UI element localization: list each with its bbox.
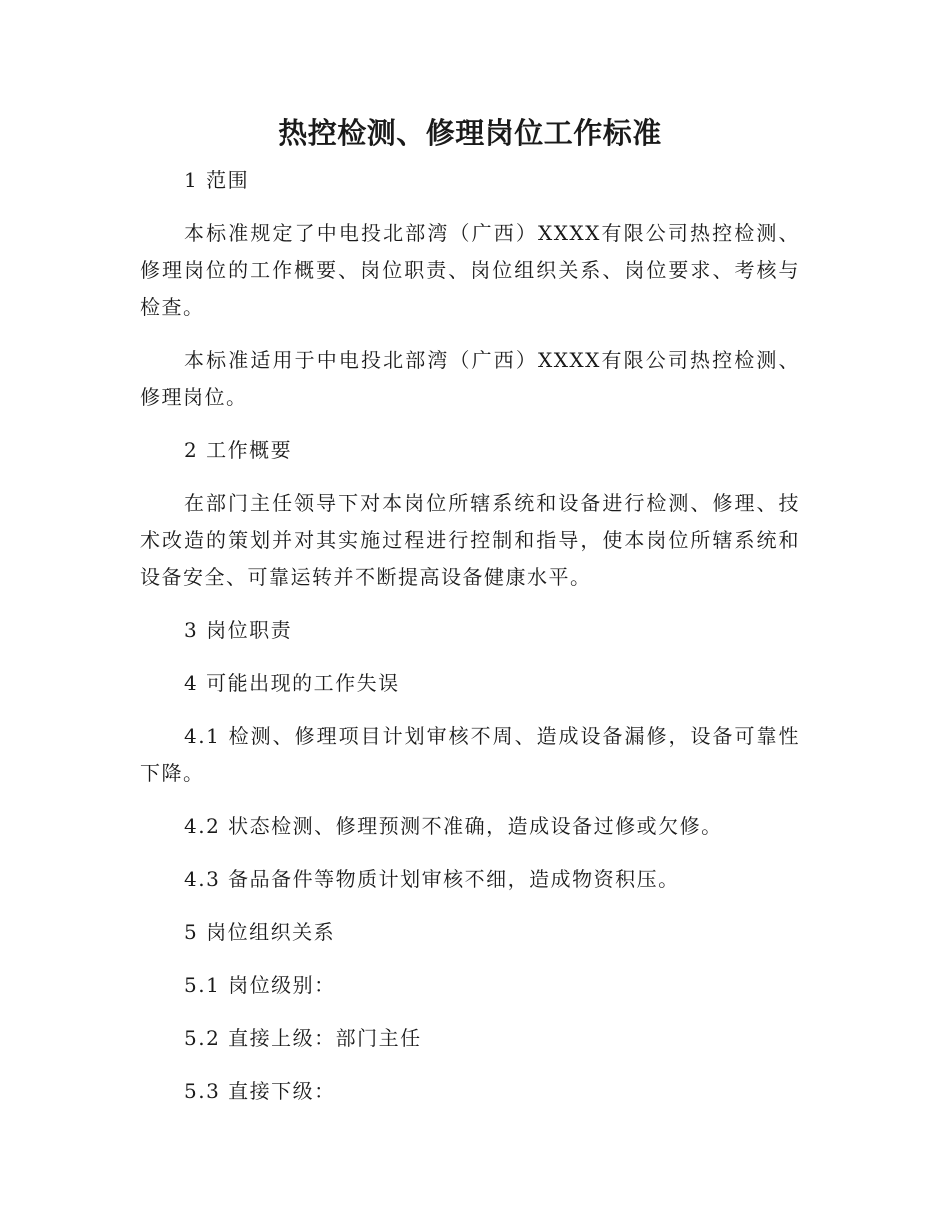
paragraph-scope-applicability: 本标准适用于中电投北部湾（广西）XXXX有限公司热控检测、修理岗位。 [140,348,800,409]
section-heading-work-overview: 2 工作概要 [184,438,293,462]
section-heading-possible-errors: 4 可能出现的工作失误 [184,671,400,695]
paragraph-error-4-3: 4.3 备品备件等物质计划审核不细，造成物资积压。 [184,867,680,891]
paragraph-org-5-2: 5.2 直接上级：部门主任 [184,1026,422,1050]
paragraph-work-overview: 在部门主任领导下对本岗位所辖系统和设备进行检测、修理、技术改造的策划并对其实施过程进行控制和指导，使本岗位所辖系统和设备安全、可靠运转并不断提高设备健康水平。 [140,491,800,589]
section-heading-responsibilities: 3 岗位职责 [184,618,293,642]
paragraph-scope-definition: 本标准规定了中电投北部湾（广西）XXXX有限公司热控检测、修理岗位的工作概要、岗位职责、岗位组织关系、岗位要求、考核与检查。 [140,221,800,319]
document-body [140,108,800,1126]
section-heading-organization: 5 岗位组织关系 [184,920,336,944]
paragraph-error-4-2: 4.2 状态检测、修理预测不准确，造成设备过修或欠修。 [184,814,723,838]
paragraph-org-5-1: 5.1 岗位级别： [184,973,336,997]
document-title: 热控检测、修理岗位工作标准 [278,116,662,150]
paragraph-org-5-3: 5.3 直接下级： [184,1079,336,1103]
section-heading-scope: 1 范围 [184,168,250,192]
paragraph-error-4-1: 4.1 检测、修理项目计划审核不周、造成设备漏修，设备可靠性下降。 [140,724,800,785]
